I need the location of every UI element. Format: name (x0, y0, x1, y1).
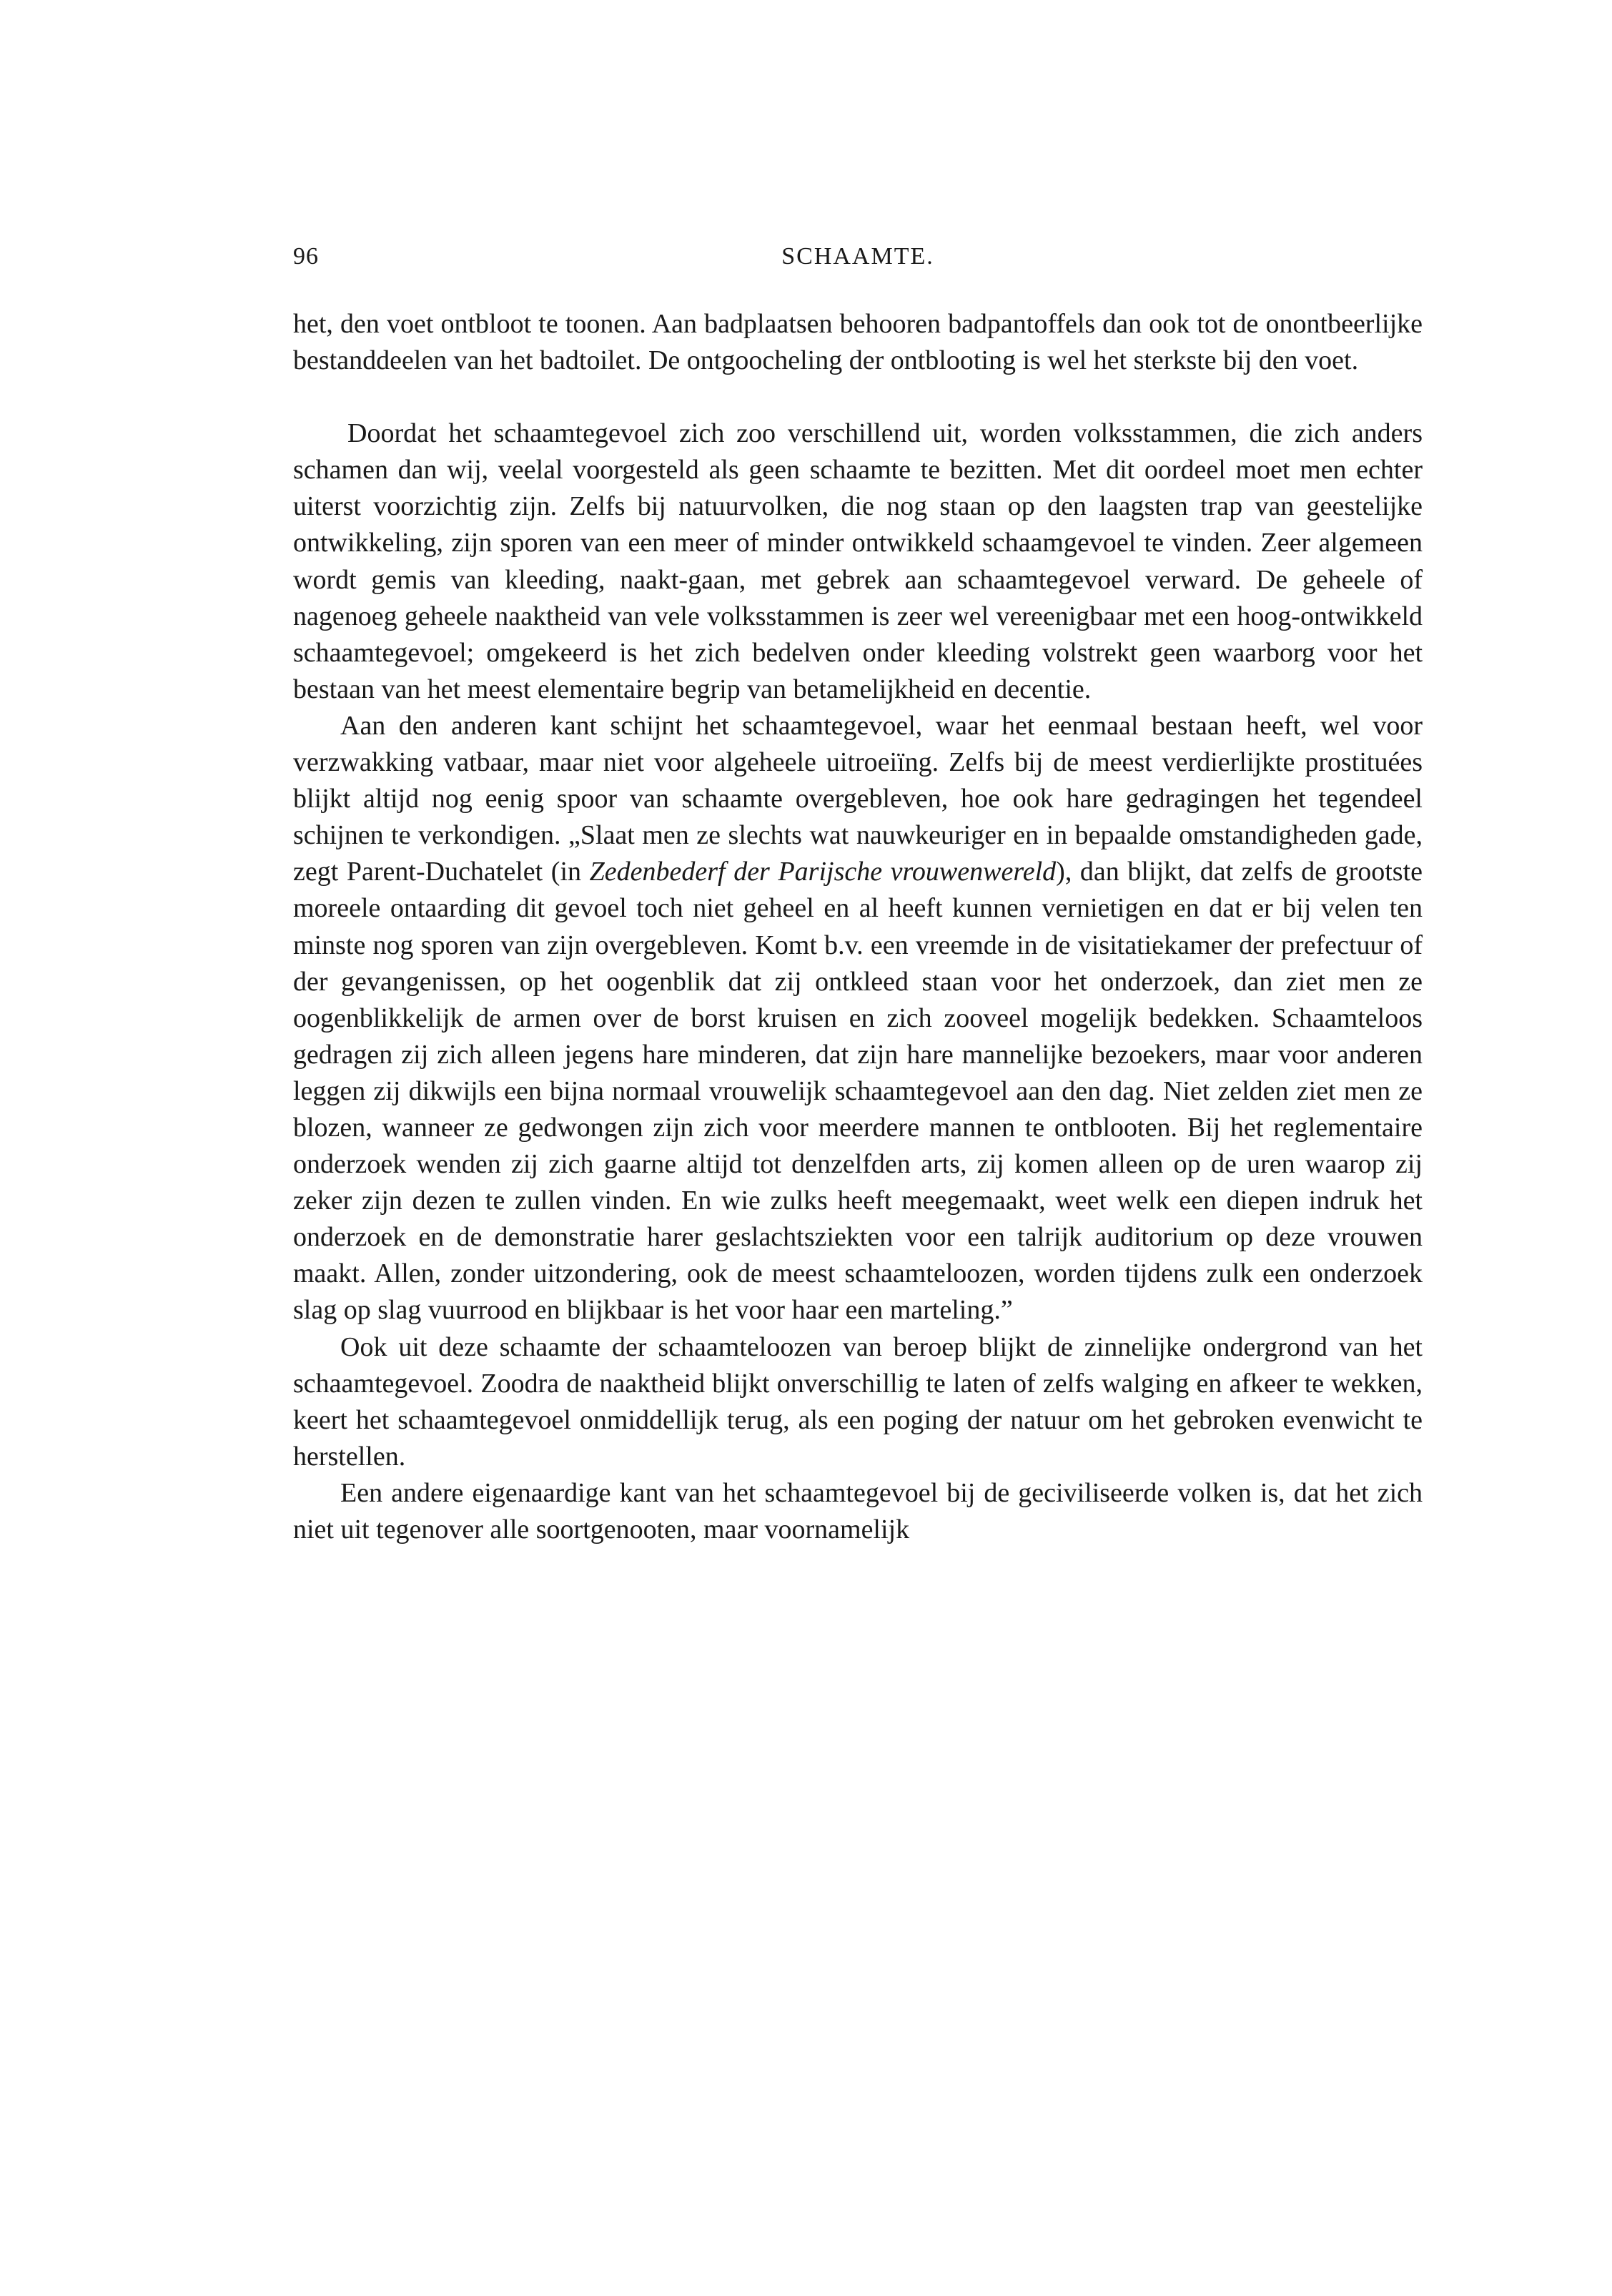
cited-title: Zedenbederf der Parijsche vrouwenwereld (589, 857, 1057, 887)
paragraph-4: Ook uit deze schaamte der schaamteloozen van beroep blijkt de zinnelijke ondergrond van het schaamtegevoel. Zoodra de naaktheid blijkt onverschillig te laten of zelfs walging en afkeer te wekken, keert het schaamtegevoel onmiddellijk terug, als een poging der natuur om het gebroken evenwicht te herstellen. (293, 1331, 1423, 1472)
paragraph-3 (293, 708, 1423, 1329)
paragraph-1: het, den voet ontbloot te toonen. Aan badplaatsen behooren badpantoffels dan ook tot de onontbeerlijke bestanddeelen van het badtoilet. De ontgoocheling der ontblooting is wel het sterkste bij den voet. (293, 309, 1423, 376)
paragraph-2: Doordat het schaamtegevoel zich zoo verschillend uit, worden volksstammen, die zich anders schamen dan wij, veelal voorgesteld als geen schaamte te bezitten. Met dit oordeel moet men echter uiterst voorzichtig zijn. Zelfs bij natuurvolken, die nog staan op den laagsten trap van geestelijke ontwikkeling, zijn sporen van een meer of minder ontwikkeld schaamgevoel te vinden. Zeer algemeen wordt gemis van kleeding, naakt-gaan, met gebrek aan schaamtegevoel verward. De geheele of nagenoeg geheele naaktheid van vele volksstammen is zeer wel vereenigbaar met een hoog-ontwikkeld schaamtegevoel; omgekeerd is het zich bedelven onder kleeding volstrekt geen waarborg voor het bestaan van het meest elementaire begrip van betamelijkheid en decentie. (293, 418, 1423, 704)
paragraph-5: Een andere eigenaardige kant van het schaamtegevoel bij de geciviliseerde volken is, dat het zich niet uit tegenover alle soortgenooten, maar voornamelijk (293, 1477, 1423, 1544)
running-head: SCHAAMTE. (781, 243, 934, 270)
paragraph-3-text-b: ), dan blijkt, dat zelfs de grootste moreele ontaarding dit gevoel toch niet geheel en al heeft kunnen vernietigen en dat er bij velen ten minste nog sporen van zijn overgebleven. Komt b.v. een vreemde in de visitatiekamer der prefectuur of der gevangenissen, op het oogenblik dat zij ontkleed staan voor het onderzoek, dan ziet men ze oogenblikkelijk de armen over de borst kruisen en zich zooveel mogelijk bedekken. Schaamteloos gedragen zij zich alleen jegens hare minderen, dat zijn hare mannelijke bezoekers, maar voor anderen leggen zij dikwijls een bijna normaal vrouwelijk schaamtegevoel aan den dag. Niet zelden ziet men ze blozen, wanneer ze gedwongen zijn zich voor meerdere mannen te ontblooten. Bij het reglementaire onderzoek wenden zij zich gaarne altijd tot denzelfden arts, zij komen alleen op de uren waarop zij zeker zijn dezen te zullen vinden. En wie zulks heeft meegemaakt, weet welk een diepen indruk het onderzoek en de demonstratie harer geslachtsziekten voor een talrijk auditorium op deze vrouwen maakt. Allen, zonder uitzondering, ook de meest schaamteloozen, worden tijdens zulk een onderzoek slag op slag vuurrood en blijkbaar is het voor haar een marteling.” (293, 857, 1423, 1326)
text-body (293, 306, 1423, 1548)
paragraph-3-text-a: Aan den anderen kant schijnt het schaamtegevoel, waar het eenmaal bestaan heeft, wel voor verzwakking vatbaar, maar niet voor algeheele uitroeiïng. Zelfs bij de meest verdierlijkte prostituées blijkt altijd nog eenig spoor van schaamte overgebleven, hoe ook hare gedragingen het tegendeel schijnen te verkondigen. „Slaat men ze slechts wat nauwkeuriger en in bepaalde omstandigheden gade, zegt Parent-Duchatelet (in (293, 710, 1423, 887)
page-header (293, 243, 1423, 279)
page-number: 96 (293, 243, 319, 270)
